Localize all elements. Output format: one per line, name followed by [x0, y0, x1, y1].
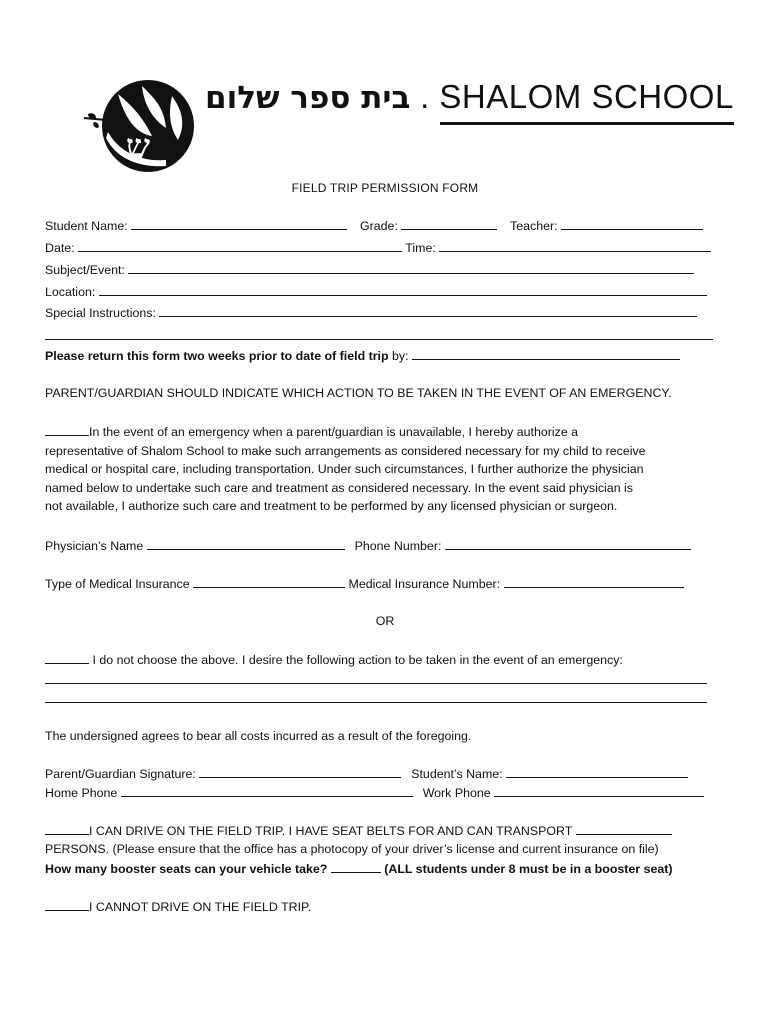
insurance-type-field[interactable]	[193, 575, 345, 588]
phone-number-field[interactable]	[445, 537, 691, 550]
cannot-drive-row	[45, 898, 311, 915]
persons-count-field[interactable]	[576, 822, 672, 835]
insurance-type-label: Type of Medical Insurance	[45, 577, 190, 591]
location-field[interactable]	[99, 283, 707, 296]
physician-row	[45, 537, 691, 554]
or-label: OR	[375, 614, 395, 628]
physician-name-field[interactable]	[147, 537, 345, 550]
subject-event-field[interactable]	[128, 261, 694, 274]
location-label: Location:	[45, 285, 96, 299]
work-phone-field[interactable]	[494, 784, 704, 797]
school-name: SHALOM SCHOOL	[439, 78, 734, 115]
form-title: FIELD TRIP PERMISSION FORM	[291, 181, 479, 195]
authorization-paragraph	[45, 423, 735, 516]
subject-event-label: Subject/Event:	[45, 263, 125, 277]
grade-label: Grade:	[360, 219, 398, 233]
return-notice-row	[45, 347, 680, 364]
booster-row	[45, 860, 673, 877]
insurance-row	[45, 575, 684, 592]
student-info-row	[45, 217, 703, 234]
grade-field[interactable]	[401, 217, 497, 230]
emergency-heading: PARENT/GUARDIAN SHOULD INDICATE WHICH ACTION TO BE TAKEN IN THE EVENT OF AN EMERGENCY.	[45, 386, 672, 400]
parent-signature-field[interactable]	[199, 765, 401, 778]
teacher-field[interactable]	[561, 217, 703, 230]
authorization-line: representative of Shalom School to make such arrangements as considered necessary for my child to receive	[45, 443, 646, 458]
student-name-label: Student Name:	[45, 219, 128, 233]
work-phone-label: Work Phone	[422, 786, 491, 800]
title-separator: .	[420, 78, 430, 115]
can-drive-note: PERSONS. (Please ensure that the office has a photocopy of your driver’s license and current insurance on file)	[45, 842, 659, 856]
phone-number-label: Phone Number:	[354, 539, 442, 553]
date-time-row	[45, 239, 711, 256]
authorization-line: In the event of an emergency when a parent/guardian is unavailable, I hereby authorize a	[89, 425, 579, 439]
location-row	[45, 283, 707, 300]
authorization-line: medical or hospital care, including transportation. Under such circumstances, I further authorize the physician	[45, 462, 644, 476]
alternative-check-blank[interactable]	[45, 651, 89, 664]
special-instructions-row	[45, 304, 697, 321]
school-title	[205, 75, 734, 120]
costs-statement: The undersigned agrees to bear all costs incurred as a result of the foregoing.	[45, 729, 472, 743]
insurance-number-label: Medical Insurance Number:	[348, 577, 501, 591]
insurance-number-field[interactable]	[504, 575, 684, 588]
date-field[interactable]	[78, 239, 402, 252]
alternative-action-line[interactable]	[45, 683, 707, 684]
cannot-drive-check-blank[interactable]	[45, 898, 89, 911]
physician-name-label: Physician’s Name	[45, 539, 144, 553]
can-drive-row	[45, 822, 672, 839]
authorization-line: not available, I authorize such care and treatment to be performed by any licensed physician or surgeon.	[45, 499, 618, 513]
special-instructions-label: Special Instructions:	[45, 306, 156, 320]
hebrew-school-name: בית ספר שלום	[205, 80, 411, 116]
parent-signature-label: Parent/Guardian Signature:	[45, 767, 196, 781]
return-notice-text: Please return this form two weeks prior to date of field trip	[45, 349, 389, 363]
phone-row	[45, 784, 704, 801]
alternative-text: I do not choose the above. I desire the following action to be taken in the event of an emergency:	[92, 653, 623, 667]
alternative-row	[45, 651, 623, 668]
header-rule	[440, 122, 734, 125]
booster-question: How many booster seats can your vehicle take?	[45, 862, 328, 876]
return-by-label: by:	[388, 349, 409, 363]
home-phone-field[interactable]	[121, 784, 413, 797]
return-by-field[interactable]	[412, 347, 680, 360]
student-name-field[interactable]	[131, 217, 347, 230]
special-instructions-extra-line[interactable]	[45, 339, 713, 340]
home-phone-label: Home Phone	[45, 786, 118, 800]
authorization-line: named below to undertake such care and treatment as considered necessary. In the event said physician is	[45, 480, 633, 495]
can-drive-check-blank[interactable]	[45, 822, 89, 835]
time-label: Time:	[405, 241, 436, 255]
signature-row	[45, 765, 688, 782]
can-drive-text: I CAN DRIVE ON THE FIELD TRIP. I HAVE SEAT BELTS FOR AND CAN TRANSPORT	[89, 824, 573, 838]
authorize-check-blank[interactable]	[45, 423, 89, 436]
alternative-action-line[interactable]	[45, 702, 707, 703]
booster-count-field[interactable]	[331, 860, 381, 873]
teacher-label: Teacher:	[510, 219, 558, 233]
svg-text:ש: ש	[126, 127, 151, 167]
date-label: Date:	[45, 241, 75, 255]
student-name-sig-label: Student’s Name:	[411, 767, 503, 781]
special-instructions-field[interactable]	[159, 304, 697, 317]
time-field[interactable]	[439, 239, 711, 252]
student-name-sig-field[interactable]	[506, 765, 688, 778]
cannot-drive-text: I CANNOT DRIVE ON THE FIELD TRIP.	[89, 900, 312, 914]
subject-event-row	[45, 261, 694, 278]
shalom-school-logo	[82, 76, 200, 176]
booster-note: (ALL students under 8 must be in a booster seat)	[384, 862, 673, 876]
